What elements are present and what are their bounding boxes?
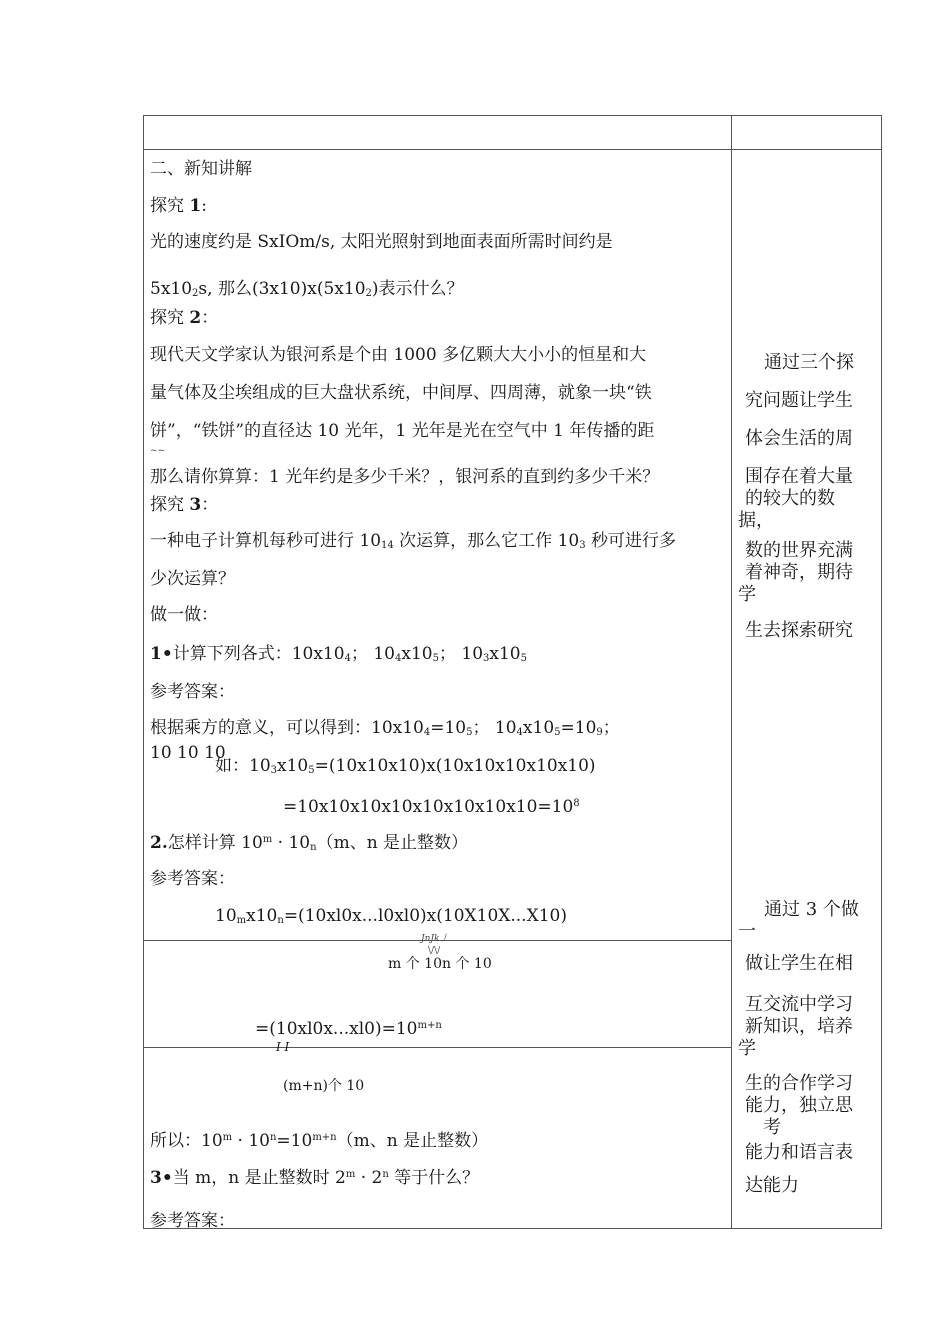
explore1-line1: 光的速度约是 SxIOm/s, 太阳光照射到地面表面所需时间约是 (150, 232, 613, 252)
formula-label-2: (m+n)个 10 (283, 1078, 365, 1094)
explore2-line3: 饼”，“铁饼”的直径达 10 光年，1 光年是光在空气中 1 年传播的距 (150, 421, 655, 441)
table-right-border (881, 115, 882, 1229)
answer-label-1: 参考答案： (150, 682, 235, 702)
right-note-1-line-3: 体会生活的周 (745, 428, 853, 449)
right-note-2-line-11: 达能力 (745, 1175, 799, 1196)
formula-brace-1: JnJk丿 (421, 934, 449, 944)
formula-label-1: m 个 10n 个 10 (388, 956, 492, 972)
header-row-bottom-border (143, 149, 882, 150)
question-2: 2.怎样计算 $10^m \cdot 10_n(m$、n 是止整数） (150, 833, 469, 853)
example-line-2: $=10x10x10x10x10x10x10x10=10^8$ (283, 797, 580, 817)
right-note-1-line-8: 着神奇，期待 (745, 562, 853, 583)
right-note-2-line-8: 能力，独立思 (745, 1095, 853, 1116)
example-line-1: 如：$10_3x10_5=(10x10x10)x(10x10x10x10x10)$ (215, 756, 596, 776)
explore2-line1: 现代天文学家认为银河系是个由 1000 多亿颗大大小小的恒星和大 (150, 345, 647, 365)
formula-brace-3: I I (276, 1040, 290, 1054)
explore1-line2: $5x10_2s$, 那么$(3x10)x(5x10_2)$表示什么？ (150, 279, 464, 299)
right-note-1-line-2: 究问题让学生 (745, 390, 853, 411)
explore3-line2: 少次运算？ (150, 569, 235, 589)
table-bottom-border (143, 1228, 882, 1229)
table-top-border (143, 115, 882, 116)
right-note-2-line-4: 互交流中学习 (745, 994, 853, 1015)
answer-label-3: 参考答案： (150, 1211, 235, 1231)
explore2-line4: 那么请你算算：1 光年约是多少千米？，银河系的直到约多少千米？ (150, 467, 660, 487)
right-note-1-line-7: 数的世界充满 (745, 540, 853, 561)
right-note-2-line-9-clip: 考 (763, 1117, 781, 1138)
column-divider (731, 115, 732, 1229)
right-note-1-line-6: 据， (738, 510, 774, 531)
answer-label-2: 参考答案： (150, 869, 235, 889)
explore3-line1: 一种电子计算机每秒可进行 $10_{14}$ 次运算，那么它工作 $10_3$ 秒可进行多 (150, 531, 677, 551)
answer-1-line: 根据乘方的意义，可以得到：$10x10_4=10_5$； $10_4x10_5=10_9$； (150, 718, 620, 738)
right-note-1-line-10: 生去探索研究 (745, 620, 853, 641)
section-heading: 二、新知讲解 (150, 159, 252, 179)
right-note-2-line-2: 一 (738, 921, 756, 942)
right-note-2-line-7: 生的合作学习 (745, 1073, 853, 1094)
row-divider-2 (143, 1047, 731, 1048)
right-note-2-line-3: 做让学生在相 (745, 953, 853, 974)
formula-line-1: $10_mx10_n=(10xl0x...l0xl0)x(10X10X...X10)$ (215, 906, 567, 926)
explore2-title: 探究 2： (150, 308, 219, 328)
right-note-1-line-1: 通过三个探 (764, 352, 854, 373)
question-3: 3•当 m，n 是止整数时 $2^m \cdot 2^n$ 等于什么？ (150, 1168, 480, 1188)
formula-brace-2: \/\/ (428, 946, 441, 956)
do-title: 做一做： (150, 605, 218, 625)
right-note-2-line-10: 能力和语言表 (745, 1142, 853, 1163)
explore1-title: 探究 1: (150, 196, 207, 216)
formula-line-2: $=(10xl0x...xl0)=10^{m+n}$ (255, 1019, 442, 1039)
right-note-1-line-9: 学 (738, 584, 756, 605)
explore2-glitch: ~~ (150, 446, 166, 456)
answer-1-clipped: 10 10 10 (150, 743, 226, 763)
right-note-2-line-1: 通过 3 个做 (764, 899, 859, 920)
explore3-title: 探究 3： (150, 495, 219, 515)
right-note-1-line-4: 围存在着大量 (745, 466, 853, 487)
right-note-2-line-5: 新知识，培养 (745, 1016, 853, 1037)
right-note-2-line-6-clip: 学 (738, 1038, 756, 1059)
right-note-1-line-5: 的较大的数 (745, 488, 835, 509)
table-left-border (143, 115, 144, 1229)
conclusion-line: 所以：$10^m \cdot 10^n=10^{m+n}(m$、n 是止整数） (150, 1131, 489, 1151)
question-1: 1•计算下列各式：$10x10_4$； $10_4x10_5$； $10_3x10_5$ (150, 644, 527, 664)
explore2-line2: 量气体及尘埃组成的巨大盘状系统，中间厚、四周薄，就象一块“铁 (150, 383, 652, 403)
